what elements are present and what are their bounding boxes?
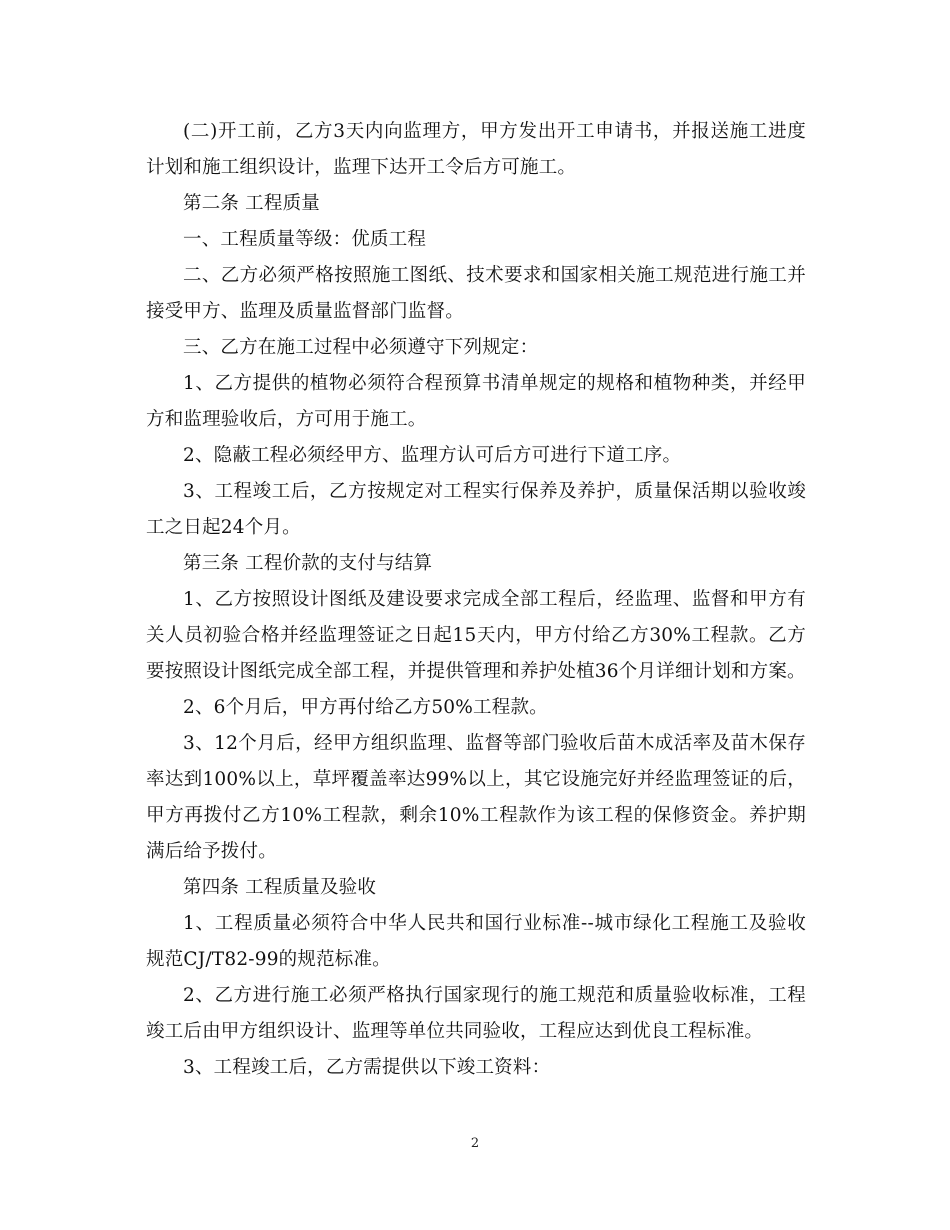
page-number: 2 xyxy=(470,1136,480,1151)
paragraph-acceptance-2: 2、乙方进行施工必须严格执行国家现行的施工规范和质量验收标准，工程竣工后由甲方组织设计、监理等单位共同验收，工程应达到优良工程标准。 xyxy=(146,985,806,1042)
paragraph-acceptance-1: 1、工程质量必须符合中华人民共和国行业标准--城市绿化工程施工及验收规范CJ/T82-99的规范标准。 xyxy=(146,913,806,970)
heading-article-2: 第二条 工程质量 xyxy=(183,193,320,214)
paragraph-quality-level: 一、工程质量等级：优质工程 xyxy=(183,229,427,250)
heading-article-3: 第三条 工程价款的支付与结算 xyxy=(183,553,433,574)
paragraph-payment-1: 1、乙方按照设计图纸及建设要求完成全部工程后，经监理、监督和甲方有关人员初验合格并经监理签证之日起15天内，甲方付给乙方30%工程款。乙方要按照设计图纸完成全部工程，并提供管理和养护处植36个月详细计划和方案。 xyxy=(146,589,806,682)
paragraph-construction-standards: 二、乙方必须严格按照施工图纸、技术要求和国家相关施工规范进行施工并接受甲方、监理及质量监督部门监督。 xyxy=(146,265,806,322)
paragraph-rule-1: 1、乙方提供的植物必须符合程预算书清单规定的规格和植物种类，并经甲方和监理验收后，方可用于施工。 xyxy=(146,373,806,430)
paragraph-payment-3: 3、12个月后，经甲方组织监理、监督等部门验收后苗木成活率及苗木保存率达到100%以上，草坪覆盖率达99%以上，其它设施完好并经监理签证的后，甲方再拨付乙方10%工程款，剩余10%工程款作为该工程的保修资金。养护期满后给予拨付。 xyxy=(146,733,806,862)
paragraph-acceptance-3: 3、工程竣工后，乙方需提供以下竣工资料： xyxy=(183,1057,551,1078)
paragraph-rule-2: 2、隐蔽工程必须经甲方、监理方认可后方可进行下道工序。 xyxy=(183,445,682,466)
paragraph-rules-intro: 三、乙方在施工过程中必须遵守下列规定： xyxy=(183,337,539,358)
paragraph-start-notice: (二)开工前，乙方3天内向监理方，甲方发出开工申请书，并报送施工进度计划和施工组织设计，监理下达开工令后方可施工。 xyxy=(146,121,806,178)
heading-article-4: 第四条 工程质量及验收 xyxy=(183,877,377,898)
document-body xyxy=(146,114,806,1086)
paragraph-rule-3: 3、工程竣工后，乙方按规定对工程实行保养及养护，质量保活期以验收竣工之日起24个月。 xyxy=(146,481,806,538)
paragraph-payment-2: 2、6个月后，甲方再付给乙方50%工程款。 xyxy=(183,697,548,718)
